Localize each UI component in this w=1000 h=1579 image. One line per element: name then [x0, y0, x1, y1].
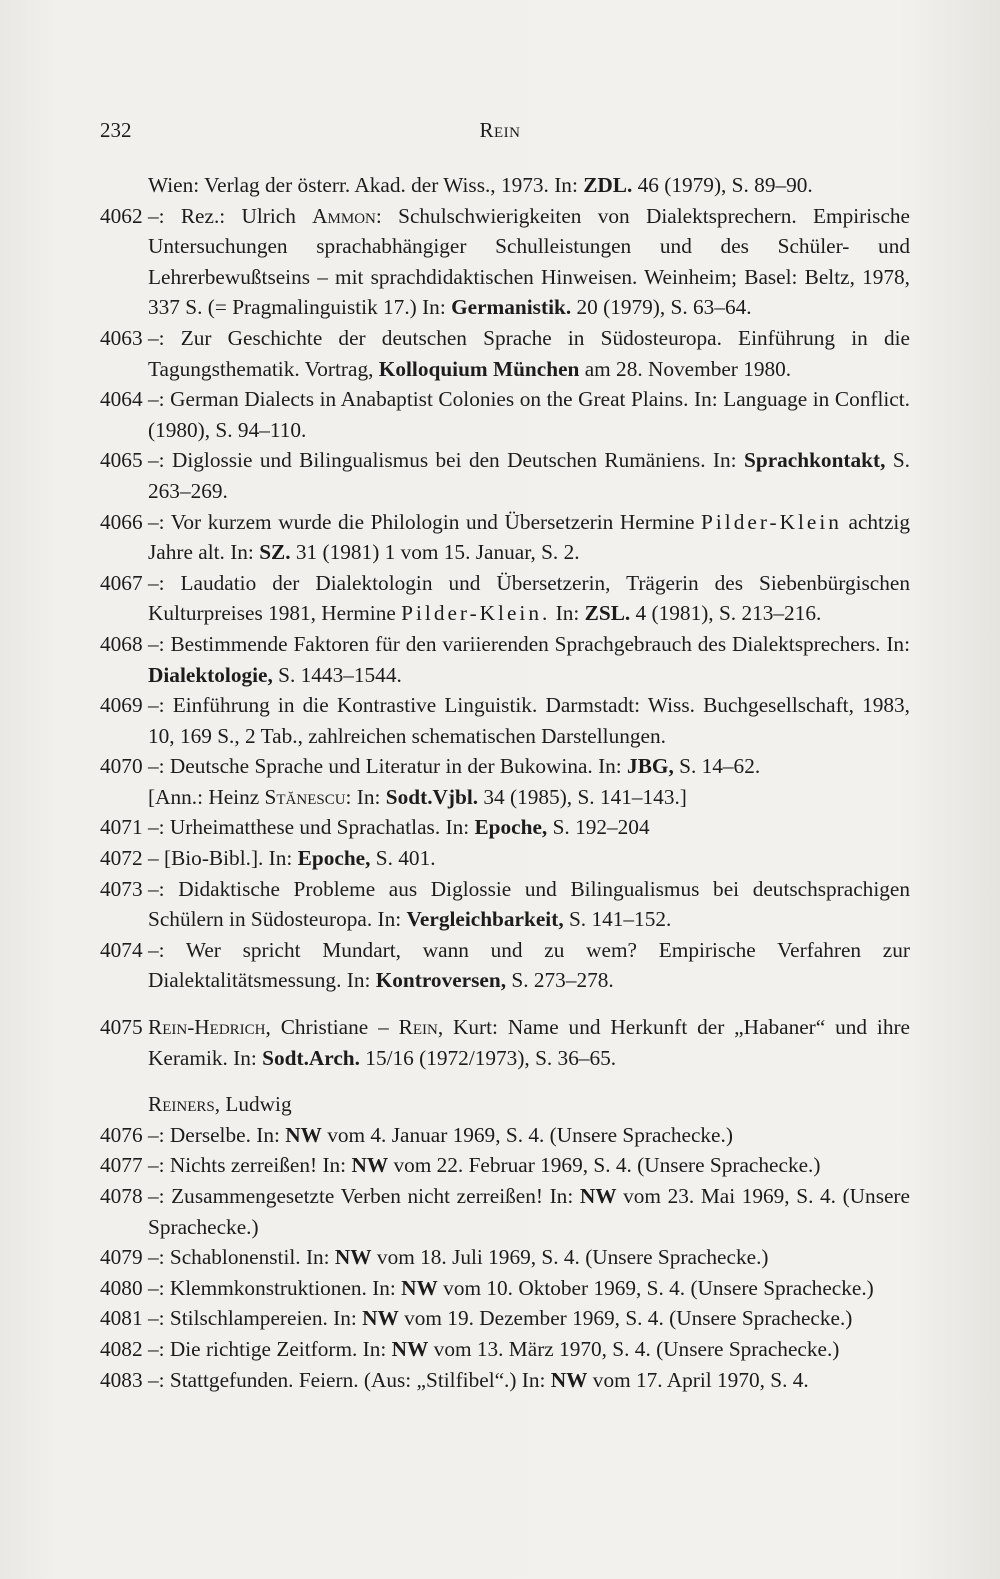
entry-4080: 4080 –: Klemmkonstruktionen. In: NW vom 10. Oktober 1969, S. 4. (Unsere Sprachecke.) [100, 1275, 874, 1300]
entry-4064: 4064 –: German Dialects in Anabaptist Colonies on the Great Plains. In: Language in Conflict. (1980), S. 94–110. [100, 387, 910, 442]
entry-4069: 4069 –: Einführung in die Kontrastive Linguistik. Darmstadt: Wiss. Buchgesellschaft, 1983, 10, 169 S., 2 Tab., zahlreichen schematischen Darstellungen. [100, 693, 910, 748]
entry-4078: 4078 –: Zusammengesetzte Verben nicht zerreißen! In: NW vom 23. Mai 1969, S. 4. (Unsere Sprachecke.) [100, 1184, 910, 1239]
entry-4063: 4063 –: Zur Geschichte der deutschen Sprache in Südosteuropa. Einführung in die Tagungsthematik. Vortrag, Kolloquium München am 28. November 1980. [100, 325, 910, 381]
entry-4074: 4074 –: Wer spricht Mundart, wann und zu wem? Empirische Verfahren zur Dialektalitätsmessung. In: Kontroversen, S. 273–278. [100, 937, 910, 993]
entry-4083: 4083 –: Stattgefunden. Feiern. (Aus: „Stilfibel“.) In: NW vom 17. April 1970, S. 4. [100, 1367, 809, 1392]
running-head: Rein [479, 118, 521, 142]
entry-4071: 4071 –: Urheimatthese und Sprachatlas. In: Epoche, S. 192–204 [100, 815, 650, 840]
entry-4079: 4079 –: Schablonenstil. In: NW vom 18. Juli 1969, S. 4. (Unsere Sprachecke.) [100, 1245, 769, 1270]
section-gap [100, 1073, 910, 1089]
entry-continuation: Wien: Verlag der österr. Akad. der Wiss., 1973. In: ZDL. 46 (1979), S. 89–90. [148, 173, 813, 197]
entry-annotation: [Ann.: Heinz Stănescu: In: Sodt.Vjbl. 34 (1985), S. 141–143.] [148, 784, 687, 809]
entry-4067: 4067 –: Laudatio der Dialektologin und Übersetzerin, Trägerin des Siebenbürgischen Kulturpreises 1981, Hermine Pilder-Klein. In: ZSL. 4 (1981), S. 213–216. [100, 570, 910, 626]
entry-4062: 4062 –: Rez.: Ulrich Ammon: Schulschwierigkeiten von Dialektsprechern. Empirische Untersuchungen sprachabhängiger Schulleistungen und des Schüler- und Lehrerbewußtseins – mit sprachdidaktischen Hinweisen. Weinheim; Basel: Beltz, 1978, 337 S. (= Pragmalinguistik 17.) In: Germanistik. 20 (1979), S. 63–64. [100, 203, 911, 320]
entry-4077: 4077 –: Nichts zerreißen! In: NW vom 22. Februar 1969, S. 4. (Unsere Sprachecke.) [100, 1153, 821, 1178]
author-heading: Reiners, Ludwig [148, 1092, 292, 1117]
page-header [100, 118, 900, 148]
entry-4066: 4066 –: Vor kurzem wurde die Philologin und Übersetzerin Hermine Pilder-Klein achtzig Jahre alt. In: SZ. 31 (1981) 1 vom 15. Januar, S. 2. [100, 509, 910, 565]
section-gap [100, 996, 910, 1012]
page-number: 232 [100, 118, 132, 142]
entry-4073: 4073 –: Didaktische Probleme aus Diglossie und Bilingualismus bei deutschsprachigen Schülern in Südosteuropa. In: Vergleichbarkeit, S. 141–152. [100, 876, 910, 932]
entry-4075: 4075 Rein-Hedrich, Christiane – Rein, Kurt: Name und Herkunft der „Habaner“ und ihre Keramik. In: Sodt.Arch. 15/16 (1972/1973), S. 36–65. [100, 1015, 911, 1070]
entry-4076: 4076 –: Derselbe. In: NW vom 4. Januar 1969, S. 4. (Unsere Sprachecke.) [100, 1122, 733, 1147]
entry-4072: 4072 – [Bio-Bibl.]. In: Epoche, S. 401. [100, 846, 436, 871]
entry-4065: 4065 –: Diglossie und Bilingualismus bei den Deutschen Rumäniens. In: Sprachkontakt, S. 263–269. [100, 448, 911, 503]
bibliography-text [100, 170, 910, 1395]
entry-4068: 4068 –: Bestimmende Faktoren für den variierenden Sprachgebrauch des Dialektsprechers. In: Dialektologie, S. 1443–1544. [100, 631, 910, 687]
entry-4070: 4070 –: Deutsche Sprache und Literatur in der Bukowina. In: JBG, S. 14–62. [100, 754, 761, 779]
entry-4082: 4082 –: Die richtige Zeitform. In: NW vom 13. März 1970, S. 4. (Unsere Sprachecke.) [100, 1336, 840, 1361]
entry-4081: 4081 –: Stilschlampereien. In: NW vom 19. Dezember 1969, S. 4. (Unsere Sprachecke.) [100, 1306, 853, 1331]
